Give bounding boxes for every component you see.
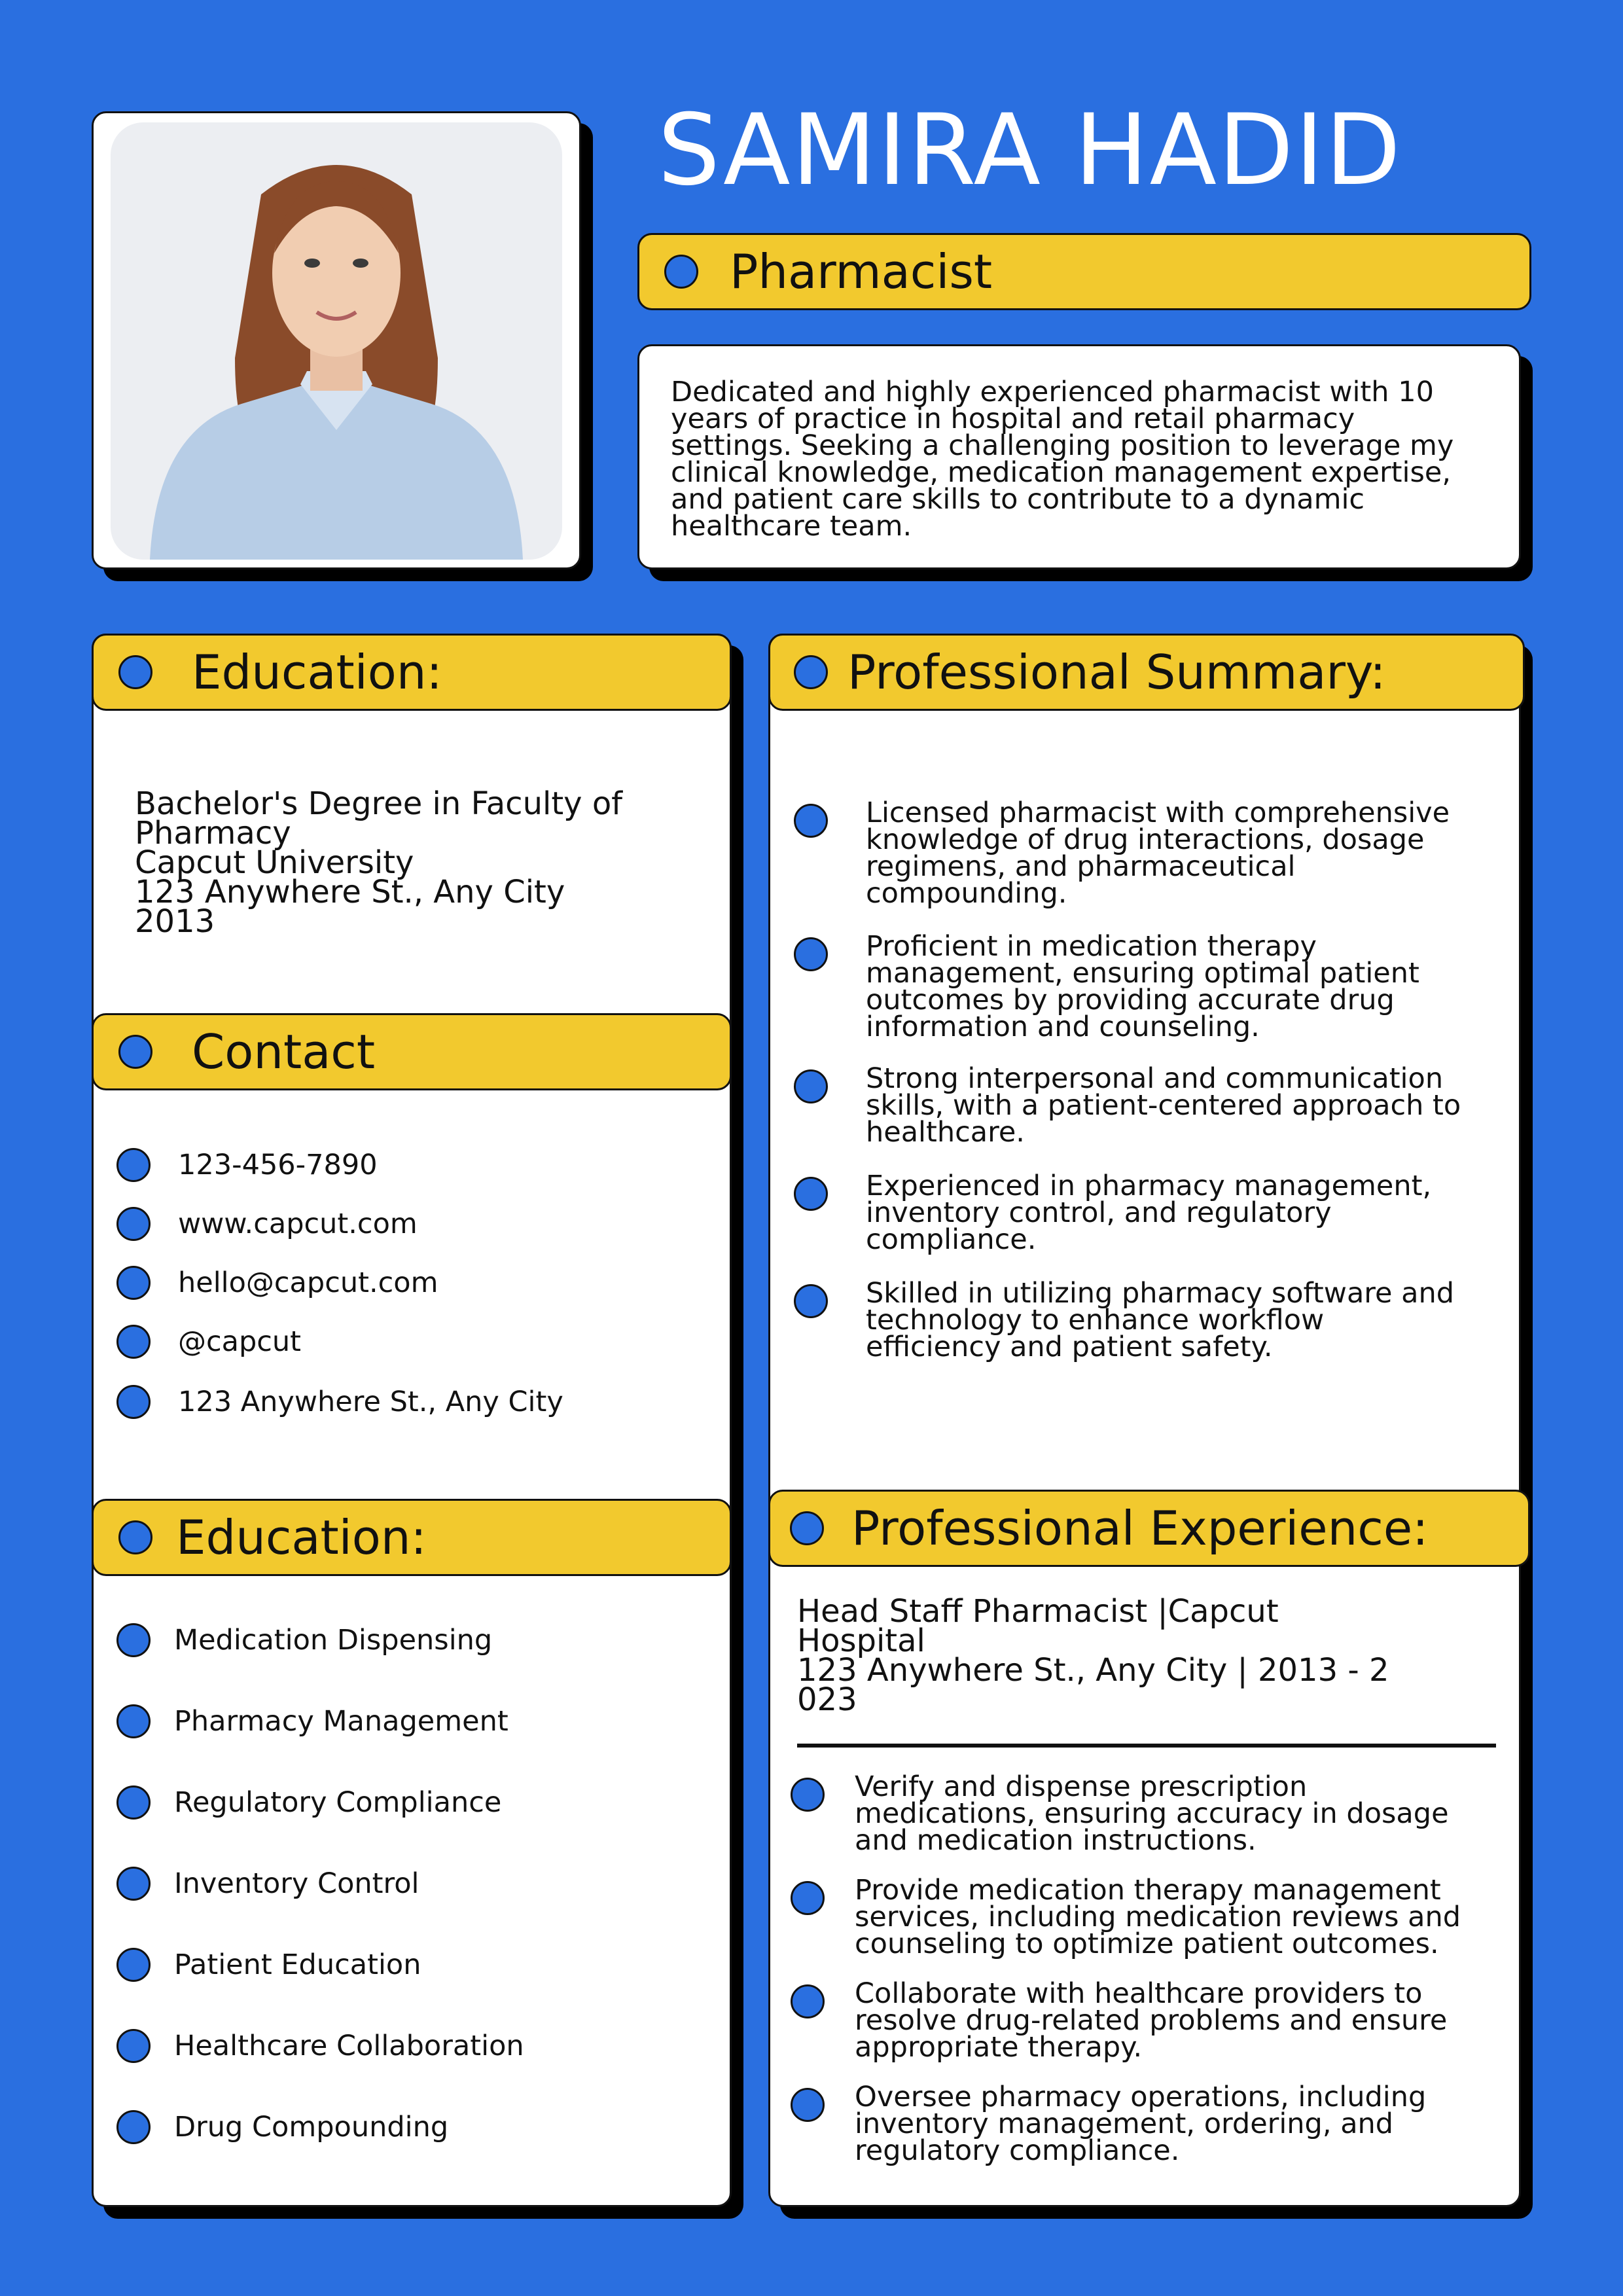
bullet-dot-icon <box>794 1069 828 1103</box>
bullet-dot-icon <box>794 804 828 838</box>
photo-card <box>92 111 581 569</box>
summary-pill <box>768 634 1525 711</box>
role-title: Pharmacist <box>730 244 993 299</box>
social-bullet-icon <box>116 1325 151 1359</box>
profile-photo <box>111 122 562 560</box>
bullet-dot-icon <box>116 2029 151 2063</box>
experience-item: Verify and dispense prescription medications, ensuring accuracy in dosage and medication instructions. <box>791 1774 1449 1854</box>
bullet-dot-icon <box>116 1867 151 1901</box>
skill-item: Inventory Control <box>116 1867 419 1901</box>
bullet-dot-icon <box>790 1511 824 1545</box>
bullet-dot-icon <box>794 655 828 689</box>
intro-card <box>637 344 1521 569</box>
contact-title: Contact <box>192 1024 376 1079</box>
experience-item: Collaborate with healthcare providers to resolve drug-related problems and ensure appropriate therapy. <box>791 1981 1447 2061</box>
contact-pill <box>92 1013 732 1090</box>
education-title: Education: <box>192 645 442 700</box>
email-bullet-icon <box>116 1266 151 1300</box>
summary-item: Proficient in medication therapy management, ensuring optimal patient outcomes by providing accurate drug information and counseling. <box>794 933 1419 1041</box>
bullet-dot-icon <box>664 255 698 289</box>
experience-pill <box>768 1490 1530 1567</box>
skills-title: Education: <box>176 1510 427 1565</box>
phone-bullet-icon <box>116 1148 151 1182</box>
bullet-dot-icon <box>116 2110 151 2144</box>
job-heading: Head Staff Pharmacist |Capcut Hospital 123 Anywhere St., Any City | 2013 - 2 023 <box>797 1593 1389 1718</box>
bullet-dot-icon <box>794 1284 828 1318</box>
summary-item: Licensed pharmacist with comprehensive knowledge of drug interactions, dosage regimens, and pharmaceutical compounding. <box>794 800 1450 907</box>
bullet-dot-icon <box>118 1035 152 1069</box>
candidate-name: SAMIRA HADID <box>658 94 1402 207</box>
contact-email[interactable]: hello@capcut.com <box>116 1266 438 1300</box>
bullet-dot-icon <box>791 1881 825 1915</box>
skill-item: Regulatory Compliance <box>116 1785 501 1820</box>
contact-phone: 123-456-7890 <box>116 1148 378 1182</box>
role-pill <box>637 233 1531 310</box>
skill-item: Drug Compounding <box>116 2110 448 2144</box>
summary-item: Skilled in utilizing pharmacy software and technology to enhance workflow efficiency and patient safety. <box>794 1280 1454 1361</box>
job-divider <box>797 1744 1496 1748</box>
summary-title: Professional Summary: <box>847 645 1386 700</box>
bullet-dot-icon <box>794 937 828 971</box>
experience-item: Provide medication therapy management services, including medication reviews and counseling to optimize patient outcomes. <box>791 1877 1461 1958</box>
summary-item: Strong interpersonal and communication skills, with a patient-centered approach to healthcare. <box>794 1066 1461 1146</box>
skills-pill <box>92 1499 732 1576</box>
contact-website[interactable]: www.capcut.com <box>116 1207 418 1241</box>
bullet-dot-icon <box>118 1520 152 1554</box>
skill-item: Medication Dispensing <box>116 1623 492 1657</box>
bullet-dot-icon <box>116 1948 151 1982</box>
experience-item: Oversee pharmacy operations, including inventory management, ordering, and regulatory compliance. <box>791 2084 1426 2164</box>
contact-social: @capcut <box>116 1325 301 1359</box>
experience-title: Professional Experience: <box>851 1501 1429 1556</box>
bullet-dot-icon <box>116 1704 151 1738</box>
website-bullet-icon <box>116 1207 151 1241</box>
bullet-dot-icon <box>118 655 152 689</box>
bullet-dot-icon <box>791 1984 825 2018</box>
education-details: Bachelor's Degree in Faculty of Pharmacy Capcut University 123 Anywhere St., Any City 2013 <box>135 785 623 940</box>
summary-item: Experienced in pharmacy management, inventory control, and regulatory compliance. <box>794 1173 1431 1253</box>
education-pill <box>92 634 732 711</box>
skill-item: Patient Education <box>116 1948 421 1982</box>
bullet-dot-icon <box>794 1177 828 1211</box>
skill-item: Pharmacy Management <box>116 1704 508 1738</box>
skill-item: Healthcare Collaboration <box>116 2029 524 2063</box>
bullet-dot-icon <box>116 1785 151 1820</box>
bullet-dot-icon <box>791 1778 825 1812</box>
intro-text: Dedicated and highly experienced pharmacist with 10 years of practice in hospital and retail pharmacy settings. Seeking a challenging position to leverage my clinical knowledge, medication management expertise, and patient care skills to contribute to a dynamic healthcare team. <box>671 376 1454 543</box>
contact-address: 123 Anywhere St., Any City <box>116 1385 563 1419</box>
address-bullet-icon <box>116 1385 151 1419</box>
bullet-dot-icon <box>116 1623 151 1657</box>
bullet-dot-icon <box>791 2088 825 2122</box>
